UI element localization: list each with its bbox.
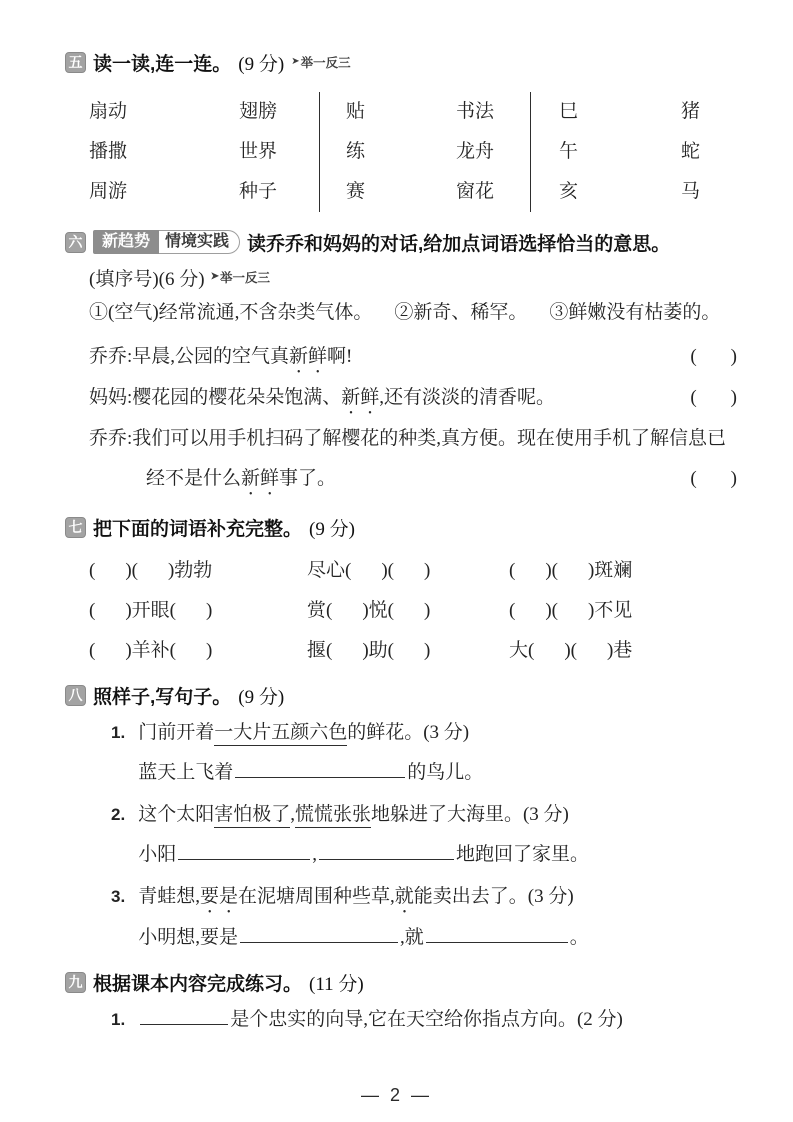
item-number: 3. bbox=[111, 887, 126, 906]
match-column bbox=[681, 92, 729, 212]
example-sentence: 这个太阳害怕极了,慌慌张张地躲进了大海里。(3 分) bbox=[138, 795, 737, 835]
match-word: 蛇 bbox=[681, 141, 701, 162]
match-word: 贴 bbox=[346, 101, 366, 122]
match-column bbox=[456, 92, 530, 212]
match-word: 马 bbox=[681, 181, 701, 202]
answer-parens: ( ) bbox=[690, 346, 737, 367]
tag-juyifansan bbox=[291, 53, 350, 71]
arrow-icon: ➤ bbox=[291, 56, 300, 67]
answer-sentence: 蓝天上飞着 的鸟儿。 bbox=[138, 762, 484, 783]
match-word: 午 bbox=[559, 141, 579, 162]
word-cell: 大( )( )巷 bbox=[509, 640, 633, 661]
word-cell: 揠( )助( ) bbox=[307, 640, 431, 661]
section-score: (9 分) bbox=[309, 518, 355, 540]
match-column bbox=[346, 92, 456, 212]
match-word: 周游 bbox=[89, 181, 128, 202]
dialogue-text: 妈妈:樱花园的樱花朵朵饱满、新鲜,还有淡淡的清香呢。 bbox=[89, 387, 556, 408]
page-number: — 2 — bbox=[360, 1085, 432, 1105]
example-sentence: 门前开着一大片五颜六色的鲜花。(3 分) bbox=[138, 713, 737, 753]
badge-context-practice: 情境实践 bbox=[159, 230, 240, 254]
fill-in-items bbox=[65, 1000, 737, 1040]
section-six-subtitle bbox=[89, 264, 737, 290]
section-number-badge: 五 bbox=[65, 52, 86, 73]
meaning-options: ①(空气)经常流通,不含杂类气体。 ②新奇、稀罕。 ③鲜嫩没有枯萎的。 bbox=[89, 302, 721, 323]
match-word: 世界 bbox=[239, 141, 278, 162]
section-title: 读一读,连一连。 bbox=[93, 53, 232, 75]
section-five-header bbox=[65, 48, 737, 76]
match-word: 翅膀 bbox=[239, 101, 278, 122]
match-word: 猪 bbox=[681, 101, 701, 122]
dialogue-line bbox=[89, 419, 737, 500]
match-word: 种子 bbox=[239, 181, 278, 202]
match-word: 书法 bbox=[456, 101, 495, 122]
match-word: 龙舟 bbox=[456, 141, 495, 162]
match-group-1 bbox=[89, 92, 319, 212]
answer-parens: ( ) bbox=[690, 387, 737, 408]
section-eight bbox=[65, 681, 737, 958]
sentence-item bbox=[111, 713, 737, 793]
section-title: 根据课本内容完成练习。 bbox=[93, 973, 303, 995]
item-body bbox=[138, 877, 737, 958]
section-eight-header bbox=[65, 681, 737, 709]
section-number-badge: 八 bbox=[65, 685, 86, 706]
section-score: (11 分) bbox=[309, 973, 364, 995]
section-number-badge: 九 bbox=[65, 972, 86, 993]
word-cell: ( )( )斑斓 bbox=[509, 560, 633, 581]
word-cell: ( )羊补( ) bbox=[89, 640, 213, 661]
section-five bbox=[65, 48, 737, 212]
match-word: 窗花 bbox=[456, 181, 495, 202]
item-body bbox=[138, 1000, 737, 1040]
dialogue-text: 乔乔:我们可以用手机扫码了解樱花的种类,真方便。现在使用手机了解信息已经不是什么新鲜事了。 bbox=[89, 428, 727, 489]
dialogue-line bbox=[89, 337, 737, 378]
word-cell: 赏( )悦( ) bbox=[307, 600, 431, 621]
match-word: 练 bbox=[346, 141, 366, 162]
match-word: 巳 bbox=[559, 101, 579, 122]
match-word: 扇动 bbox=[89, 101, 128, 122]
word-row bbox=[89, 551, 737, 591]
section-number-badge: 六 bbox=[65, 232, 86, 253]
word-row bbox=[89, 631, 737, 671]
badge-new-trend: 新趋势 bbox=[93, 230, 159, 254]
sentence-items bbox=[65, 713, 737, 958]
answer-sentence: 小明想,要是 ,就 。 bbox=[138, 927, 589, 948]
item-body bbox=[138, 795, 737, 875]
word-cell: ( )( )不见 bbox=[509, 600, 633, 621]
arrow-icon: ➤ bbox=[210, 271, 219, 282]
section-title: 读乔乔和妈妈的对话,给加点词语选择恰当的意思。 bbox=[247, 233, 671, 255]
dialogue-text: 乔乔:早晨,公园的空气真新鲜啊! bbox=[89, 346, 353, 367]
word-cell: ( )开眼( ) bbox=[89, 600, 213, 621]
section-six bbox=[65, 228, 737, 500]
fill-in-item bbox=[111, 1000, 737, 1040]
example-sentence: 青蛙想,要是在泥塘周围种些草,就能卖出去了。(3 分) bbox=[138, 886, 574, 907]
fill-in-sentence: 是个忠实的向导,它在天空给你指点方向。(2 分) bbox=[138, 1000, 737, 1040]
section-score: (9 分) bbox=[238, 686, 285, 708]
item-number: 1. bbox=[111, 723, 126, 742]
matching-table bbox=[89, 92, 737, 212]
section-title: 照样子,写句子。 bbox=[93, 686, 232, 708]
word-cell: ( )( )勃勃 bbox=[89, 560, 213, 581]
word-cell: 尽心( )( ) bbox=[307, 560, 431, 581]
section-number-badge: 七 bbox=[65, 517, 86, 538]
match-column bbox=[559, 92, 681, 212]
sentence-item bbox=[111, 877, 737, 958]
match-word: 播撒 bbox=[89, 141, 128, 162]
answer-sentence: 小阳 , 地跑回了家里。 bbox=[138, 844, 589, 865]
section-title: 把下面的词语补充完整。 bbox=[93, 518, 303, 540]
dialogue-block bbox=[89, 337, 737, 500]
section-nine bbox=[65, 968, 737, 1040]
subtitle-text: (填序号)(6 分) bbox=[89, 268, 205, 290]
match-group-3 bbox=[530, 92, 729, 212]
match-group-2 bbox=[319, 92, 530, 212]
section-six-header bbox=[65, 228, 737, 256]
match-word: 亥 bbox=[559, 181, 579, 202]
section-seven bbox=[65, 513, 737, 671]
item-number: 1. bbox=[111, 1010, 126, 1029]
dialogue-line bbox=[89, 378, 737, 419]
tag-juyifansan bbox=[211, 268, 270, 286]
match-column bbox=[89, 92, 239, 212]
match-column bbox=[239, 92, 319, 212]
section-nine-header bbox=[65, 968, 737, 996]
section-score: (9 分) bbox=[238, 53, 285, 75]
word-row bbox=[89, 591, 737, 631]
item-number: 2. bbox=[111, 805, 126, 824]
sentence-item bbox=[111, 795, 737, 875]
word-completion-grid bbox=[65, 551, 737, 671]
section-seven-header bbox=[65, 513, 737, 541]
item-body bbox=[138, 713, 737, 793]
match-word: 赛 bbox=[346, 181, 366, 202]
tag-label: 举一反三 bbox=[300, 56, 351, 70]
answer-parens: ( ) bbox=[690, 468, 737, 489]
tag-label: 举一反三 bbox=[219, 271, 270, 285]
